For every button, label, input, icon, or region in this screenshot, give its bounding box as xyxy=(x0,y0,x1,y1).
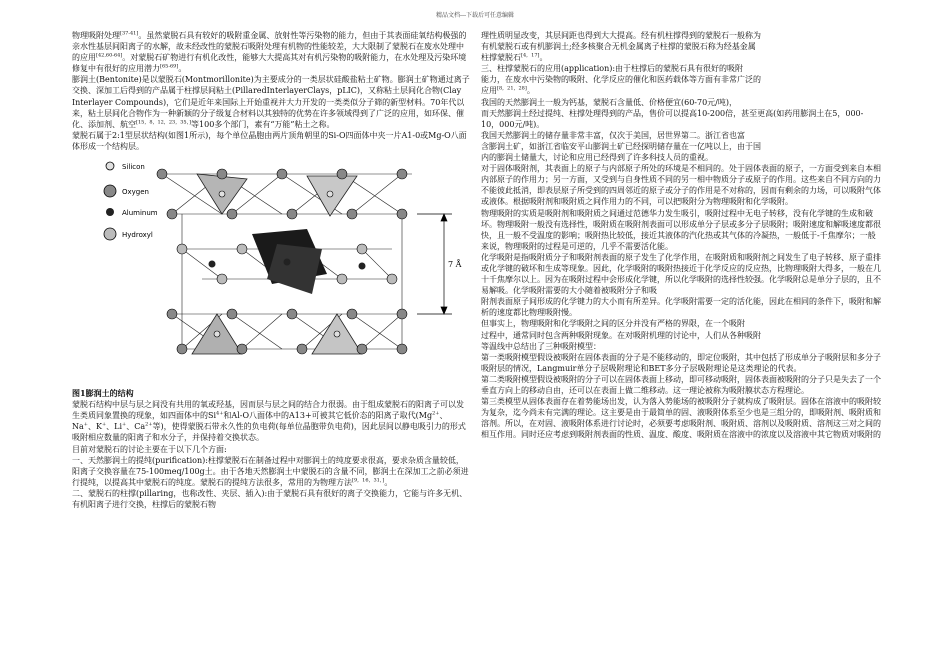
paragraph-reserves-2: 含膨润土矿，如浙江省临安平山膨润土矿已经探明储存量在一亿吨以上，由于国 xyxy=(481,141,761,151)
paragraph-topics-intro: 目前对蒙脱石的讨论主要在于以下几个方面: xyxy=(72,444,227,454)
legend-silicon: Silicon xyxy=(122,163,145,172)
left-column xyxy=(72,30,470,510)
montmorillonite-structure-figure xyxy=(72,154,470,386)
paragraph-boundary: 但事实上，物理吸附和化学吸附之间的区分并没有严格的界限，在一个吸附 xyxy=(481,319,745,329)
paragraph-model-3: 第三类模型从固体表面存在着势能场出发，认为落入势能场的被吸附分子就构成了吸附层。固体在溶液中的吸附较为复杂，迄今尚未有完满的理论。这主要是由于最简单的固、液吸附体系至少也是三组分的，即吸附剂、吸附质和溶剂。所以，在对固、液吸附体系进行讨论时，必须要考虑吸附剂、吸附质、溶剂以及吸附质、溶剂这三对之间的相互作用。同时还应考虑到吸附剂表面的性质、温度、酸度、吸附质在溶液中的浓度以及溶液中其它物质对吸附的 xyxy=(481,397,881,440)
line-r6: 应用[8，21，28]。 xyxy=(481,85,535,96)
line-r3: 柱撑蒙脱石[4，17]。 xyxy=(481,52,548,63)
figure-caption: 图1膨润土的结构 xyxy=(72,388,134,399)
legend-aluminum: Aluminum xyxy=(122,209,158,218)
paragraph-purification: 一、天然膨润土的提纯(purification):柱撑蒙脱石在制备过程中对膨润土的纯度要求很高，要求杂质含量较低，阳离子交换容量在75-100meq/100g土。由于各地天然膨润土中蒙脱石的含量不同，膨润土在深加工之前必须进行提纯，以提高其中蒙脱石的纯度。蒙脱石的提纯方法很多，常用的为物理方法[9，16，31，]。 xyxy=(72,455,469,487)
paragraph-solid-adsorbent: 对于固体吸附剂，其表面上的原子与内部原子所处的环境是不相同的。处于固体表面的原子，一方面受到来自本相内部原子的作用力；另一方面，又受到与自身性质不同的另一相中物质分子或原子的作用。这些来自不同方向的力不能彼此抵消，即表层原子所受到的四周邻近的原子或分子的作用是不对称的，因而有剩余的力场，可以吸附气体或液体。根据吸附剂和吸附质之间作用力的不同，可以把吸附分为物理吸附和化学吸附。 xyxy=(481,164,881,207)
height-dimension xyxy=(417,214,452,314)
paragraph-model-1: 第一类吸附模型假设被吸附在固体表面的分子是不能移动的，即定位吸附，其中包括了形成单分子吸附层和多分子吸附层的情况，Langmuir单分子层吸附理论和BET多分子层吸附理论是这类理论的代表。 xyxy=(481,352,881,373)
dimension-label: 7 Å xyxy=(448,260,462,270)
paragraph-bentonite-definition: 膨润土(Bentonite)是以蒙脱石(Montmorillonite)为主要成分的一类层状硅酸盐粘土矿物。膨润土矿物通过离子交换、深加工后得到的产品属于柱撑层间粘土(PillaredInterlayerClays，pLIC)，又称粘土层间化合物(Clay Interlayer Compounds)，它们是近年来国际上开始重视并大力开发的一类类似分子筛的新型材料。70年代以来，粘土层间化合物作为一种新颖的分子级复合材料以其独特的优势在许多领域得到了广泛的应用，如环保、催化、添加剂、航空[15，8，12，23，35，]等100多个部门，素有“万能”粘土之称。 xyxy=(72,75,470,129)
paragraph-price: 我国的天然膨润土一般为钙基，蒙脱石含量低、价格便宜(60-70元/吨)， xyxy=(481,97,737,107)
paragraph-chemical-adsorption: 化学吸附是指吸附质分子和吸附剂表面的原子发生了化学作用，在吸附质和吸附剂之间发生了电子转移、原子重排或化学键的破坏和生成等现象。因此，化学吸附的吸附热接近于化学反应的反应热，比物理吸附大得多，一般在几十千焦摩尔以上。因为在吸附过程中会形成化学键，所以化学吸附的选择性较强。化学吸附总是单分子层的，且不易解吸。化学吸附需要的大小随着被吸附分子和吸 xyxy=(481,252,881,296)
line-r2: 有机蒙脱石或有机膨润土;经多核聚合无机金属离子柱撑的蒙脱石称为经基金属 xyxy=(481,42,756,52)
paragraph-layer-bonding: 蒙脱石结构中层与层之间没有共用的氧或羟基，因而层与层之间的结合力很弱。由于组成蒙脱石的阳离子可以发生类质同象置换的现象，如四面体中的$Si^{4+}$和Al-O八面体中的A13+可被其它低价态的阳离子取代($Mg^{2+}$、Na+、K+、Li+、$Ca^{2+}$等)，使得蒙脱石带永久性的负电荷(每单位晶胞带负电荷)，因此层间以静电吸引力的形式吸附相应数量的阳离子和水分子，并保持着交换状态。 xyxy=(72,400,466,443)
paragraph-boundary-2: 过程中，通常同时包含两种吸附现象。在对吸附机理的讨论中，人们从各种吸附 xyxy=(481,330,761,340)
paragraph-structure-description: 蒙脱石属于2:1型层状结构(如图1所示)，每个单位晶胞由两片顶角朝里的Si-O四面体中夹一片A1-0或Mg-O八面体形成一个结构层。 xyxy=(72,130,467,151)
paragraph-reserves-3: 内的膨润土储量大，讨论和应用已经得到了许多科技人员的重视。 xyxy=(481,153,713,163)
page-header: 精品文档---下载后可任意编辑 xyxy=(435,12,515,19)
paragraph-model-2: 第二类吸附模型假设被吸附的分子可以在固体表面上移动，即可移动吸附，固体表面被吸附的分子只是失去了一个垂直方向上的移动自由，还可以在表面上做二维移动。这一理论被称为吸附膜状态方程理论。 xyxy=(481,374,881,395)
figure-legend xyxy=(104,162,158,240)
paragraph-chemical-adsorption-cont: 附剂表面原子间形成的化学键力的大小而有所差异。化学吸附需要一定的活化能，因此在相同的条件下，吸附和解析的速度都比物理吸附慢。 xyxy=(481,297,881,318)
paragraph-pillaring: 二、蒙脱石的柱撑(pillaring，也称改性、夹层、插入):由于蒙脱石具有很好的离子交换能力，它能与许多无机、有机阳离子进行交换，柱撑后的蒙脱石物 xyxy=(72,488,468,509)
legend-oxygen: Oxygen xyxy=(122,188,149,197)
line-r5: 能力，在废水中污染物的吸附、化学反应的催化和医药载体等方面有非常广泛的 xyxy=(481,75,761,85)
paragraph-physical-adsorption: 物理吸附的实质是吸附剂和吸附质之间通过范德华力发生吸引，吸附过程中无电子转移，没有化学键的生成和破坏。物理吸附一般没有选择性，吸附质在吸附剂表面可以形成单分子层或多分子层吸附；吸附速度和解吸速度都很快，且一般不受温度的影响；吸附热比较低，接近其液体的汽化热或其气体的冷凝热，一般低于-千焦摩尔；一般来说，物理吸附的过程是可逆的，几乎不需要活化能。 xyxy=(481,208,881,251)
line-r4: 三、柱撑蒙脱石的应用(application):由于柱撑后的蒙脱石具有很好的吸附 xyxy=(481,64,744,74)
paragraph-reserves: 我国天然膨润土的储存量非常丰富，仅次于美国，居世界第二。浙江省也富 xyxy=(481,130,745,140)
paragraph-adsorption-intro: 物理吸附处理[37-41]。虽然蒙脱石具有较好的吸附重金属、放射性等污染物的能力，但由于其表面硅氧结构极强的亲水性基层间阳离子的水解，故未经改性的蒙脱石吸附处理有机物的性能较差，大大限制了蒙脱石在废水处理中的应用[42,60-64]。对蒙脱石矿物进行有机化改性，能够大大提高其对有机污染物的吸附能力，在水处理及污染环境修复中有很好的应用潜力[65-69]。 xyxy=(72,30,467,74)
legend-hydroxyl: Hydroxyl xyxy=(122,231,153,240)
paragraph-price-cont: 而天然膨润土经过提纯、柱撑处理得到的产品，售价可以提高10-200倍，甚至更高(如药用膨润土在5，000-10，000元/吨)。 xyxy=(481,108,864,129)
paragraph-boundary-3: 等温线中总结出了三种吸附模型： xyxy=(481,341,601,351)
right-column xyxy=(481,30,881,440)
line-r1: 理性质明显改变，其层间距也得到大大提高。经有机柱撑得到的蒙脱石一般称为 xyxy=(481,31,761,40)
